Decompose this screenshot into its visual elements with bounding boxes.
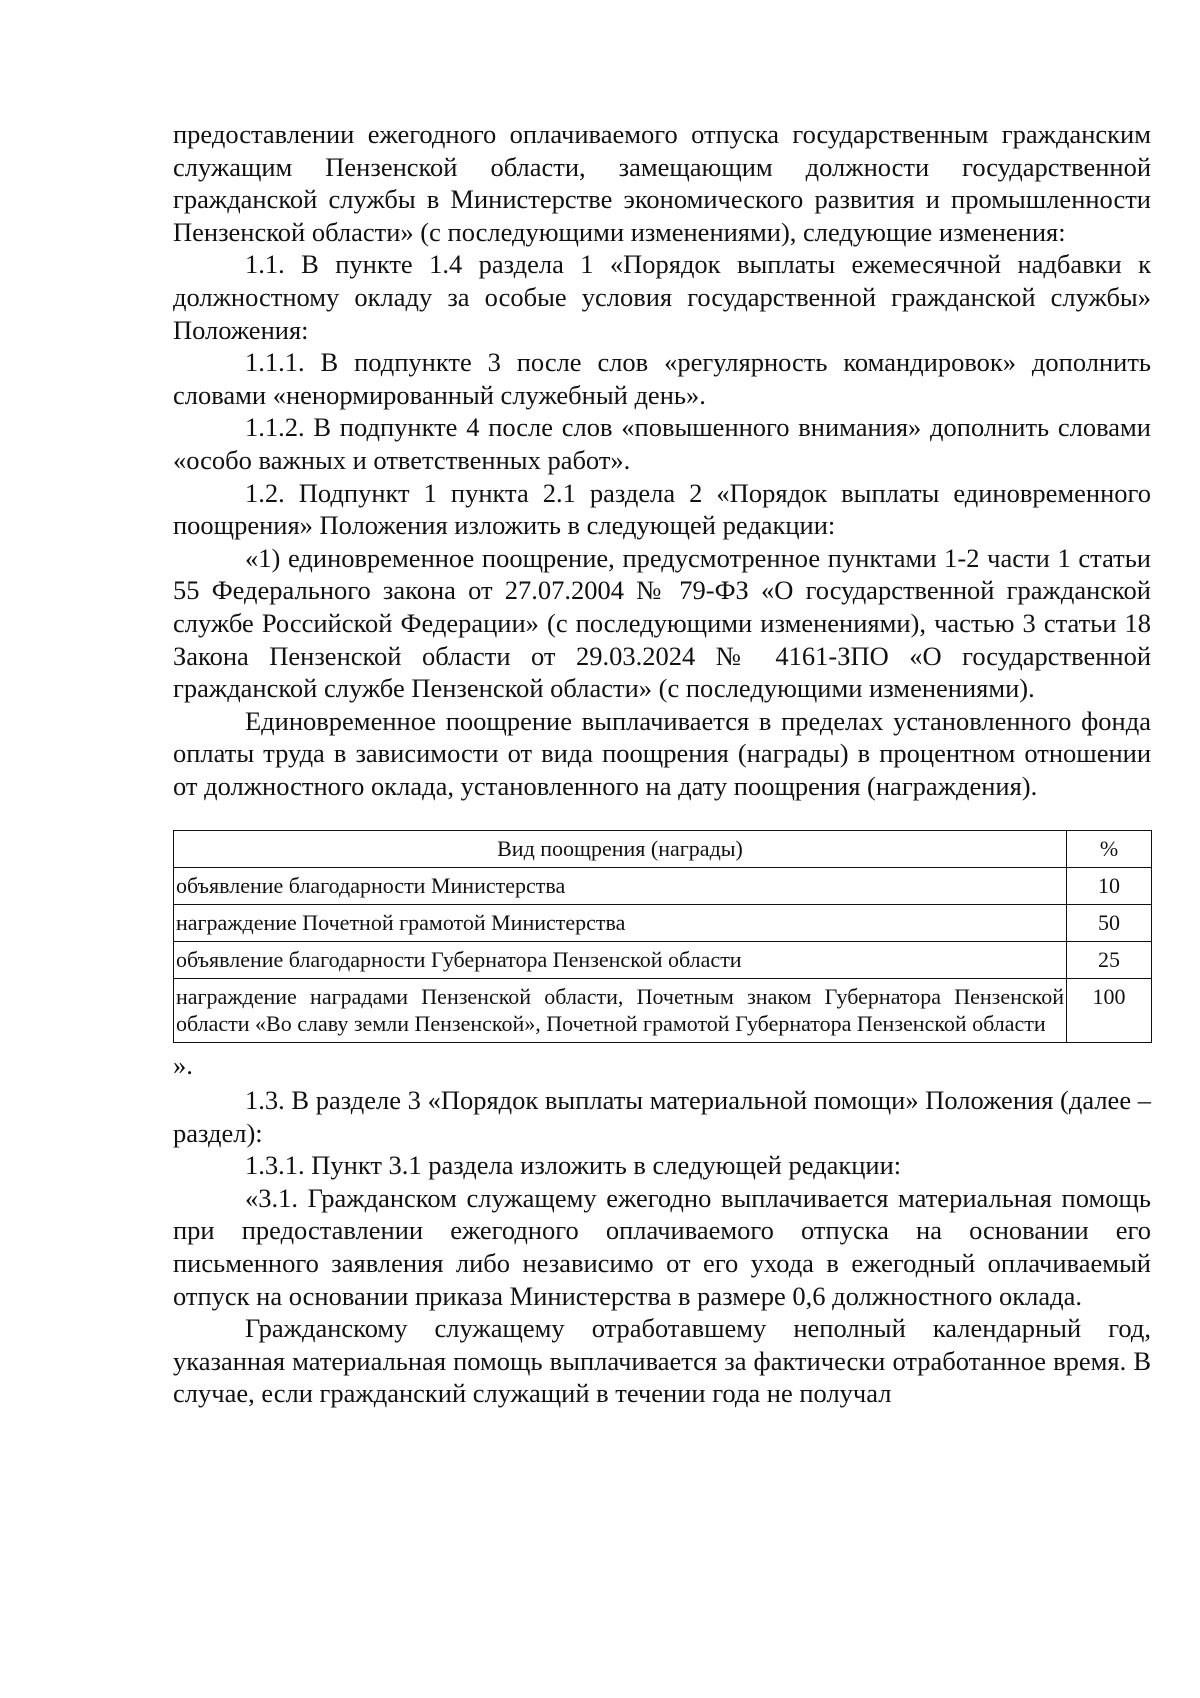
quote-close-mark: ». <box>173 1050 193 1081</box>
award-percent-cell: 50 <box>1067 905 1152 942</box>
spacer <box>173 802 1151 830</box>
body-text-bottom <box>173 1084 1151 1410</box>
column-header-award-type: Вид поощрения (награды) <box>174 831 1067 868</box>
paragraph: 1.1.2. В подпункте 4 после слов «повышенного внимания» дополнить словами «особо важных и ответственных работ». <box>173 412 1151 475</box>
award-percent-cell: 25 <box>1067 942 1152 979</box>
awards-table <box>173 830 1152 1043</box>
award-name-cell: награждение наградами Пензенской области, Почетным знаком Губернатора Пензенской области «Во славу земли Пензенской», Почетной грамотой Губернатора Пензенской области <box>174 979 1067 1043</box>
body-text-top <box>173 118 1151 802</box>
award-name-cell: объявление благодарности Министерства <box>174 868 1067 905</box>
table-row <box>174 942 1152 979</box>
paragraph: «1) единовременное поощрение, предусмотренное пунктами 1-2 части 1 статьи 55 Федерального закона от 27.07.2004 № 79-ФЗ «О государственной гражданской службе Российской Федерации» (с последующими изменениями), частью 3 статьи 18 Закона Пензенской области от 29.03.2024 № 4161-ЗПО «О государственной гражданской службе Пензенской области» (с последующими изменениями). <box>173 542 1151 704</box>
table-row <box>174 979 1152 1043</box>
table-header-row <box>174 831 1152 868</box>
paragraph: 1.1.1. В подпункте 3 после слов «регулярность командировок» дополнить словами «ненормированный служебный день». <box>173 347 1151 410</box>
paragraph: 1.3.1. Пункт 3.1 раздела изложить в следующей редакции: <box>245 1150 902 1181</box>
paragraph: «3.1. Гражданском служащему ежегодно выплачивается материальная помощь при предоставлении ежегодного оплачиваемого отпуска на основании его письменного заявления либо независимо от его ухода в ежегодный оплачиваемый отпуск на основании приказа Министерства в размере 0,6 должностного оклада. <box>173 1182 1151 1311</box>
paragraph: предоставлении ежегодного оплачиваемого отпуска государственным гражданским служащим Пензенской области, замещающим должности государственной гражданской службы в Министерстве экономического развития и промышленности Пензенской области» (с последующими изменениями), следующие изменения: <box>173 119 1151 247</box>
paragraph: 1.1. В пункте 1.4 раздела 1 «Порядок выплаты ежемесячной надбавки к должностному окладу за особые условия государственной гражданской службы» Положения: <box>173 249 1151 345</box>
award-name-cell: объявление благодарности Губернатора Пензенской области <box>174 942 1067 979</box>
paragraph: Гражданскому служащему отработавшему неполный календарный год, указанная материальная помощь выплачивается за фактически отработанное время. В случае, если гражданский служащий в течении года не получал <box>173 1313 1151 1409</box>
table-row <box>174 905 1152 942</box>
table-row <box>174 868 1152 905</box>
paragraph: Единовременное поощрение выплачивается в пределах установленного фонда оплаты труда в зависимости от вида поощрения (награды) в процентном отношении от должностного оклада, установленного на дату поощрения (награждения). <box>173 705 1151 801</box>
award-name-cell: награждение Почетной грамотой Министерства <box>174 905 1067 942</box>
document-page <box>173 118 1151 1410</box>
award-percent-cell: 10 <box>1067 868 1152 905</box>
award-percent-cell: 100 <box>1067 979 1152 1043</box>
column-header-percent: % <box>1067 831 1152 868</box>
paragraph: 1.3. В разделе 3 «Порядок выплаты материальной помощи» Положения (далее – раздел): <box>173 1085 1151 1148</box>
paragraph: 1.2. Подпункт 1 пункта 2.1 раздела 2 «Порядок выплаты единовременного поощрения» Положения изложить в следующей редакции: <box>173 477 1151 541</box>
